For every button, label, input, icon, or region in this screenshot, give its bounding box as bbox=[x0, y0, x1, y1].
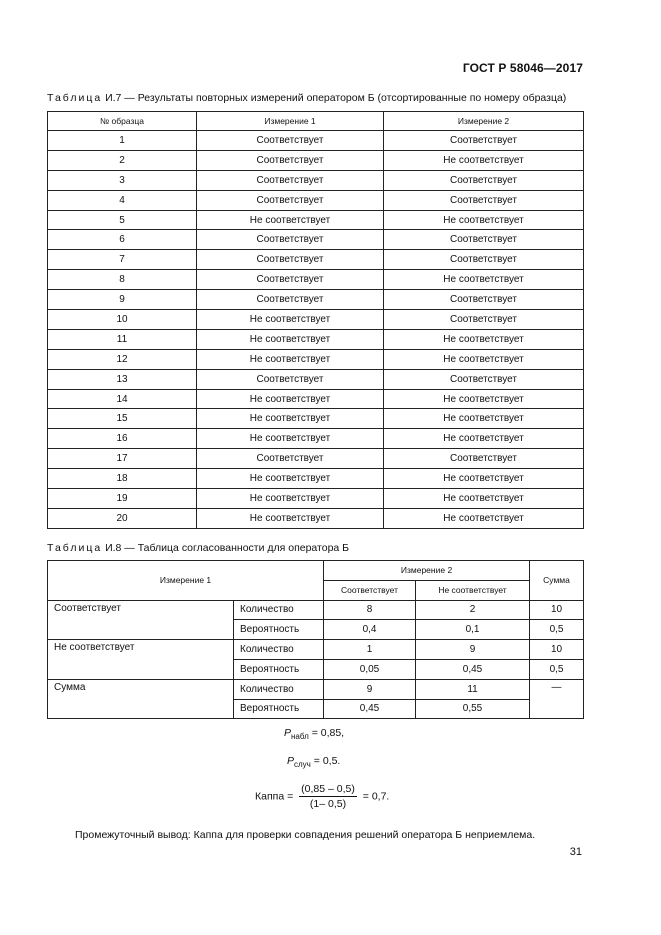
table7-caption bbox=[47, 92, 566, 104]
table7-cell: Не соответствует bbox=[197, 389, 384, 409]
table8-value-corresponds: 1 bbox=[324, 640, 416, 660]
table7-cell: 7 bbox=[48, 250, 197, 270]
table7-row bbox=[48, 349, 584, 369]
kappa-denominator: (1– 0,5) bbox=[309, 798, 347, 810]
table7-cell: Соответствует bbox=[384, 230, 584, 250]
table8-value-corresponds: 0,05 bbox=[324, 659, 416, 679]
table7-row bbox=[48, 150, 584, 170]
table7-cell: Соответствует bbox=[384, 131, 584, 151]
table7-cell: Соответствует bbox=[197, 270, 384, 290]
table7-cell: Соответствует bbox=[384, 170, 584, 190]
table7-row bbox=[48, 409, 584, 429]
table8-row-kind: Количество bbox=[234, 600, 324, 620]
table8-caption-text: И.8 — Таблица согласованности для оператора Б bbox=[102, 542, 350, 554]
table7-row bbox=[48, 190, 584, 210]
table8-value-corresponds: 9 bbox=[324, 679, 416, 699]
page-number: 31 bbox=[569, 846, 582, 858]
table7-cell: Соответствует bbox=[384, 369, 584, 389]
table7-cell: 9 bbox=[48, 290, 197, 310]
table7-cell: Не соответствует bbox=[197, 329, 384, 349]
table7-cell: Соответствует bbox=[384, 250, 584, 270]
p-value: = 0,85, bbox=[308, 727, 345, 739]
table8-value-not-corresponds: 11 bbox=[416, 679, 530, 699]
table8-value-corresponds: 0,4 bbox=[324, 620, 416, 640]
table7-header-cell: Измерение 1 bbox=[197, 112, 384, 131]
table7-cell: Не соответствует bbox=[197, 429, 384, 449]
table7-cell: 15 bbox=[48, 409, 197, 429]
table7-cell: Не соответствует bbox=[384, 210, 584, 230]
table8-header-measure2: Измерение 2 bbox=[324, 561, 530, 581]
table8-group-label: Сумма bbox=[48, 679, 234, 719]
table7-row bbox=[48, 389, 584, 409]
table8-header-not-corresponds: Не соответствует bbox=[416, 580, 530, 600]
table7-cell: 10 bbox=[48, 310, 197, 330]
table7-cell: Соответствует bbox=[384, 290, 584, 310]
table7-cell: 1 bbox=[48, 131, 197, 151]
table8-value-not-corresponds: 0,1 bbox=[416, 620, 530, 640]
kappa-fraction bbox=[299, 783, 357, 810]
table7-cell: 11 bbox=[48, 329, 197, 349]
table7-row bbox=[48, 290, 584, 310]
table7-cell: Соответствует bbox=[197, 449, 384, 469]
table8-value-not-corresponds: 0,45 bbox=[416, 659, 530, 679]
intermediate-conclusion: Промежуточный вывод: Каппа для проверки совпадения решений оператора Б неприемлема. bbox=[75, 829, 536, 841]
table8-row bbox=[48, 679, 584, 699]
table7-cell: Не соответствует bbox=[384, 329, 584, 349]
table7-cell: Соответствует bbox=[197, 250, 384, 270]
table7-row bbox=[48, 329, 584, 349]
table7-header-cell: № образца bbox=[48, 112, 197, 131]
table7-cell: 8 bbox=[48, 270, 197, 290]
table7-row bbox=[48, 369, 584, 389]
table8-value-sum: 0,5 bbox=[530, 659, 584, 679]
table8-row-kind: Вероятность bbox=[234, 620, 324, 640]
table7-cell: Не соответствует bbox=[384, 508, 584, 528]
table8-row-kind: Количество bbox=[234, 640, 324, 660]
table7-cell: Соответствует bbox=[197, 230, 384, 250]
table8-caption-prefix: Таблица bbox=[47, 542, 103, 554]
table7-cell: Соответствует bbox=[384, 449, 584, 469]
p-symbol: P bbox=[284, 727, 292, 739]
table7-cell: Соответствует bbox=[197, 131, 384, 151]
table8-value-sum: 10 bbox=[530, 640, 584, 660]
table7-row bbox=[48, 310, 584, 330]
table7 bbox=[47, 111, 584, 529]
table7-cell: Соответствует bbox=[384, 310, 584, 330]
table8-group-label: Не соответствует bbox=[48, 640, 234, 680]
table7-cell: 5 bbox=[48, 210, 197, 230]
table7-row bbox=[48, 210, 584, 230]
formula-p-observed bbox=[284, 727, 344, 741]
formula-p-random bbox=[287, 755, 340, 769]
table7-cell: 13 bbox=[48, 369, 197, 389]
table7-row bbox=[48, 469, 584, 489]
table7-cell: Соответствует bbox=[197, 290, 384, 310]
table7-cell: Не соответствует bbox=[384, 270, 584, 290]
table8-value-not-corresponds: 0,55 bbox=[416, 699, 530, 719]
table8 bbox=[47, 560, 584, 719]
table8-header-corresponds: Соответствует bbox=[324, 580, 416, 600]
table7-cell: Не соответствует bbox=[197, 508, 384, 528]
table8-value-sum: 0,5 bbox=[530, 620, 584, 640]
table7-cell: 20 bbox=[48, 508, 197, 528]
table7-row bbox=[48, 170, 584, 190]
kappa-label: Каппа = bbox=[255, 790, 294, 803]
table7-cell: 19 bbox=[48, 489, 197, 509]
formula-kappa bbox=[255, 783, 389, 810]
table7-cell: Не соответствует bbox=[197, 310, 384, 330]
standard-code: ГОСТ Р 58046—2017 bbox=[462, 61, 583, 75]
table7-cell: 14 bbox=[48, 389, 197, 409]
table7-cell: Соответствует bbox=[197, 369, 384, 389]
table7-header-row bbox=[48, 112, 584, 131]
table8-value-sum: — bbox=[530, 679, 584, 719]
table7-cell: Не соответствует bbox=[384, 429, 584, 449]
table8-group-label: Соответствует bbox=[48, 600, 234, 640]
table7-cell: Не соответствует bbox=[384, 150, 584, 170]
table7-cell: Не соответствует bbox=[197, 409, 384, 429]
table7-row bbox=[48, 508, 584, 528]
table8-header-row bbox=[48, 561, 584, 581]
p-value: = 0,5. bbox=[310, 755, 341, 767]
table8-header-measure1: Измерение 1 bbox=[48, 561, 324, 601]
table7-row bbox=[48, 270, 584, 290]
table7-cell: Не соответствует bbox=[384, 349, 584, 369]
table8-value-not-corresponds: 9 bbox=[416, 640, 530, 660]
table7-row bbox=[48, 250, 584, 270]
table8-caption bbox=[47, 542, 349, 554]
table7-cell: 3 bbox=[48, 170, 197, 190]
table8-row bbox=[48, 640, 584, 660]
table8-row-kind: Вероятность bbox=[234, 659, 324, 679]
table7-cell: 2 bbox=[48, 150, 197, 170]
table7-caption-prefix: Таблица bbox=[47, 92, 103, 104]
table7-cell: Соответствует bbox=[197, 150, 384, 170]
table8-row-kind: Вероятность bbox=[234, 699, 324, 719]
table8-value-sum: 10 bbox=[530, 600, 584, 620]
table7-row bbox=[48, 131, 584, 151]
table7-cell: 17 bbox=[48, 449, 197, 469]
table7-cell: Соответствует bbox=[197, 170, 384, 190]
table7-row bbox=[48, 230, 584, 250]
table7-cell: Не соответствует bbox=[384, 409, 584, 429]
table7-cell: Не соответствует bbox=[197, 210, 384, 230]
table7-cell: Не соответствует bbox=[197, 489, 384, 509]
table7-cell: Не соответствует bbox=[197, 349, 384, 369]
table7-row bbox=[48, 429, 584, 449]
table7-cell: Соответствует bbox=[384, 190, 584, 210]
table7-caption-text: И.7 — Результаты повторных измерений оператором Б (отсортированные по номеру образца) bbox=[102, 92, 567, 104]
table7-cell: Не соответствует bbox=[197, 469, 384, 489]
table7-cell: 6 bbox=[48, 230, 197, 250]
table8-value-not-corresponds: 2 bbox=[416, 600, 530, 620]
kappa-value: = 0,7. bbox=[362, 790, 390, 803]
table7-cell: Соответствует bbox=[197, 190, 384, 210]
table7-cell: 16 bbox=[48, 429, 197, 449]
table7-cell: 4 bbox=[48, 190, 197, 210]
p-subscript: случ bbox=[294, 760, 311, 769]
table8-row-kind: Количество bbox=[234, 679, 324, 699]
table7-cell: 18 bbox=[48, 469, 197, 489]
kappa-numerator: (0,85 – 0,5) bbox=[301, 783, 355, 795]
table8-value-corresponds: 0,45 bbox=[324, 699, 416, 719]
table7-header-cell: Измерение 2 bbox=[384, 112, 584, 131]
table7-row bbox=[48, 489, 584, 509]
table7-row bbox=[48, 449, 584, 469]
table7-cell: 12 bbox=[48, 349, 197, 369]
table8-row bbox=[48, 600, 584, 620]
table8-value-corresponds: 8 bbox=[324, 600, 416, 620]
p-subscript: набл bbox=[291, 732, 309, 741]
p-symbol: P bbox=[287, 755, 295, 767]
table7-cell: Не соответствует bbox=[384, 389, 584, 409]
table7-cell: Не соответствует bbox=[384, 469, 584, 489]
table7-cell: Не соответствует bbox=[384, 489, 584, 509]
table8-header-sum: Сумма bbox=[530, 561, 584, 601]
